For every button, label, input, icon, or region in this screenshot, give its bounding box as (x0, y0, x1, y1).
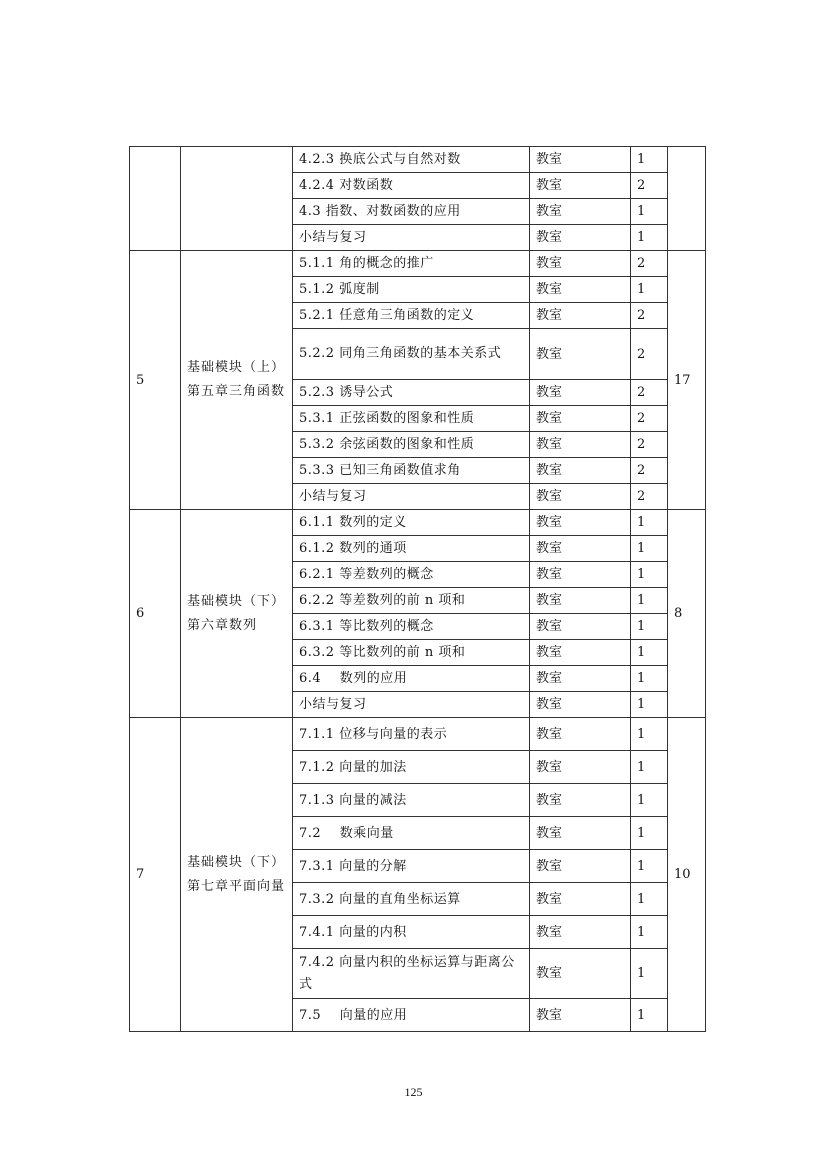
group-total: 10 (668, 718, 706, 1032)
lesson-topic: 小结与复习 (293, 692, 530, 718)
lesson-hours: 2 (631, 251, 668, 277)
lesson-hours: 1 (631, 666, 668, 692)
lesson-hours: 2 (631, 380, 668, 406)
lesson-hours: 1 (631, 562, 668, 588)
group-total (668, 147, 706, 251)
group-module: 基础模块（下）第六章数列 (181, 510, 293, 718)
lesson-hours: 1 (631, 784, 668, 817)
lesson-place: 教室 (530, 147, 631, 173)
lesson-topic: 7.1.3 向量的减法 (293, 784, 530, 817)
lesson-hours: 1 (631, 225, 668, 251)
lesson-hours: 2 (631, 173, 668, 199)
lesson-hours: 2 (631, 329, 668, 380)
lesson-place: 教室 (530, 666, 631, 692)
lesson-hours: 1 (631, 588, 668, 614)
lesson-topic: 6.2.1 等差数列的概念 (293, 562, 530, 588)
lesson-hours: 1 (631, 949, 668, 999)
lesson-topic: 5.3.2 余弦函数的图象和性质 (293, 432, 530, 458)
lesson-hours: 1 (631, 850, 668, 883)
lesson-hours: 1 (631, 751, 668, 784)
lesson-topic: 6.1.1 数列的定义 (293, 510, 530, 536)
lesson-place: 教室 (530, 380, 631, 406)
lesson-topic: 7.4.2 向量内积的坐标运算与距离公式 (293, 949, 530, 999)
lesson-hours: 1 (631, 640, 668, 666)
group-number (130, 147, 181, 251)
lesson-place: 教室 (530, 916, 631, 949)
lesson-place: 教室 (530, 458, 631, 484)
lesson-hours: 2 (631, 484, 668, 510)
group-number: 6 (130, 510, 181, 718)
lesson-place: 教室 (530, 251, 631, 277)
lesson-place: 教室 (530, 751, 631, 784)
lesson-hours: 2 (631, 458, 668, 484)
lesson-topic: 6.2.2 等差数列的前 n 项和 (293, 588, 530, 614)
page-number: 125 (404, 1085, 423, 1099)
lesson-place: 教室 (530, 484, 631, 510)
lesson-place: 教室 (530, 784, 631, 817)
lesson-topic: 5.2.1 任意角三角函数的定义 (293, 303, 530, 329)
lesson-topic: 5.1.2 弧度制 (293, 277, 530, 303)
table-row (130, 510, 706, 536)
schedule-table (129, 146, 706, 1032)
lesson-hours: 2 (631, 303, 668, 329)
lesson-topic: 5.3.1 正弦函数的图象和性质 (293, 406, 530, 432)
lesson-place: 教室 (530, 883, 631, 916)
lesson-place: 教室 (530, 199, 631, 225)
lesson-topic: 5.2.2 同角三角函数的基本关系式 (293, 329, 530, 380)
lesson-hours: 1 (631, 147, 668, 173)
lesson-place: 教室 (530, 536, 631, 562)
lesson-place: 教室 (530, 173, 631, 199)
lesson-topic: 5.2.3 诱导公式 (293, 380, 530, 406)
lesson-place: 教室 (530, 562, 631, 588)
lesson-place: 教室 (530, 949, 631, 999)
group-module (181, 147, 293, 251)
group-module: 基础模块（下）第七章平面向量 (181, 718, 293, 1032)
group-number: 5 (130, 251, 181, 510)
lesson-topic: 7.5 向量的应用 (293, 999, 530, 1032)
lesson-topic: 7.1.2 向量的加法 (293, 751, 530, 784)
lesson-place: 教室 (530, 303, 631, 329)
lesson-topic: 6.4 数列的应用 (293, 666, 530, 692)
lesson-topic: 6.3.1 等比数列的概念 (293, 614, 530, 640)
lesson-hours: 1 (631, 999, 668, 1032)
table-row (130, 251, 706, 277)
lesson-hours: 1 (631, 277, 668, 303)
lesson-topic: 小结与复习 (293, 484, 530, 510)
lesson-hours: 1 (631, 692, 668, 718)
lesson-topic: 6.1.2 数列的通项 (293, 536, 530, 562)
lesson-place: 教室 (530, 432, 631, 458)
group-module: 基础模块（上）第五章三角函数 (181, 251, 293, 510)
group-total: 17 (668, 251, 706, 510)
lesson-place: 教室 (530, 277, 631, 303)
lesson-topic: 4.3 指数、对数函数的应用 (293, 199, 530, 225)
lesson-place: 教室 (530, 692, 631, 718)
lesson-hours: 1 (631, 614, 668, 640)
lesson-topic: 4.2.3 换底公式与自然对数 (293, 147, 530, 173)
lesson-place: 教室 (530, 510, 631, 536)
lesson-topic: 7.1.1 位移与向量的表示 (293, 718, 530, 751)
lesson-place: 教室 (530, 329, 631, 380)
lesson-hours: 2 (631, 406, 668, 432)
lesson-topic: 5.3.3 已知三角函数值求角 (293, 458, 530, 484)
lesson-place: 教室 (530, 999, 631, 1032)
lesson-topic: 7.2 数乘向量 (293, 817, 530, 850)
lesson-topic: 7.3.1 向量的分解 (293, 850, 530, 883)
group-total: 8 (668, 510, 706, 718)
lesson-place: 教室 (530, 406, 631, 432)
lesson-hours: 1 (631, 817, 668, 850)
lesson-hours: 1 (631, 536, 668, 562)
lesson-hours: 2 (631, 432, 668, 458)
lesson-place: 教室 (530, 850, 631, 883)
lesson-hours: 1 (631, 883, 668, 916)
lesson-hours: 1 (631, 510, 668, 536)
lesson-topic: 4.2.4 对数函数 (293, 173, 530, 199)
lesson-topic: 6.3.2 等比数列的前 n 项和 (293, 640, 530, 666)
lesson-topic: 小结与复习 (293, 225, 530, 251)
lesson-place: 教室 (530, 588, 631, 614)
table-row (130, 147, 706, 173)
lesson-topic: 7.4.1 向量的内积 (293, 916, 530, 949)
lesson-place: 教室 (530, 718, 631, 751)
lesson-topic: 5.1.1 角的概念的推广 (293, 251, 530, 277)
lesson-topic: 7.3.2 向量的直角坐标运算 (293, 883, 530, 916)
lesson-place: 教室 (530, 225, 631, 251)
table-row (130, 718, 706, 751)
group-number: 7 (130, 718, 181, 1032)
lesson-place: 教室 (530, 614, 631, 640)
lesson-hours: 1 (631, 916, 668, 949)
lesson-place: 教室 (530, 817, 631, 850)
lesson-hours: 1 (631, 718, 668, 751)
lesson-place: 教室 (530, 640, 631, 666)
lesson-hours: 1 (631, 199, 668, 225)
